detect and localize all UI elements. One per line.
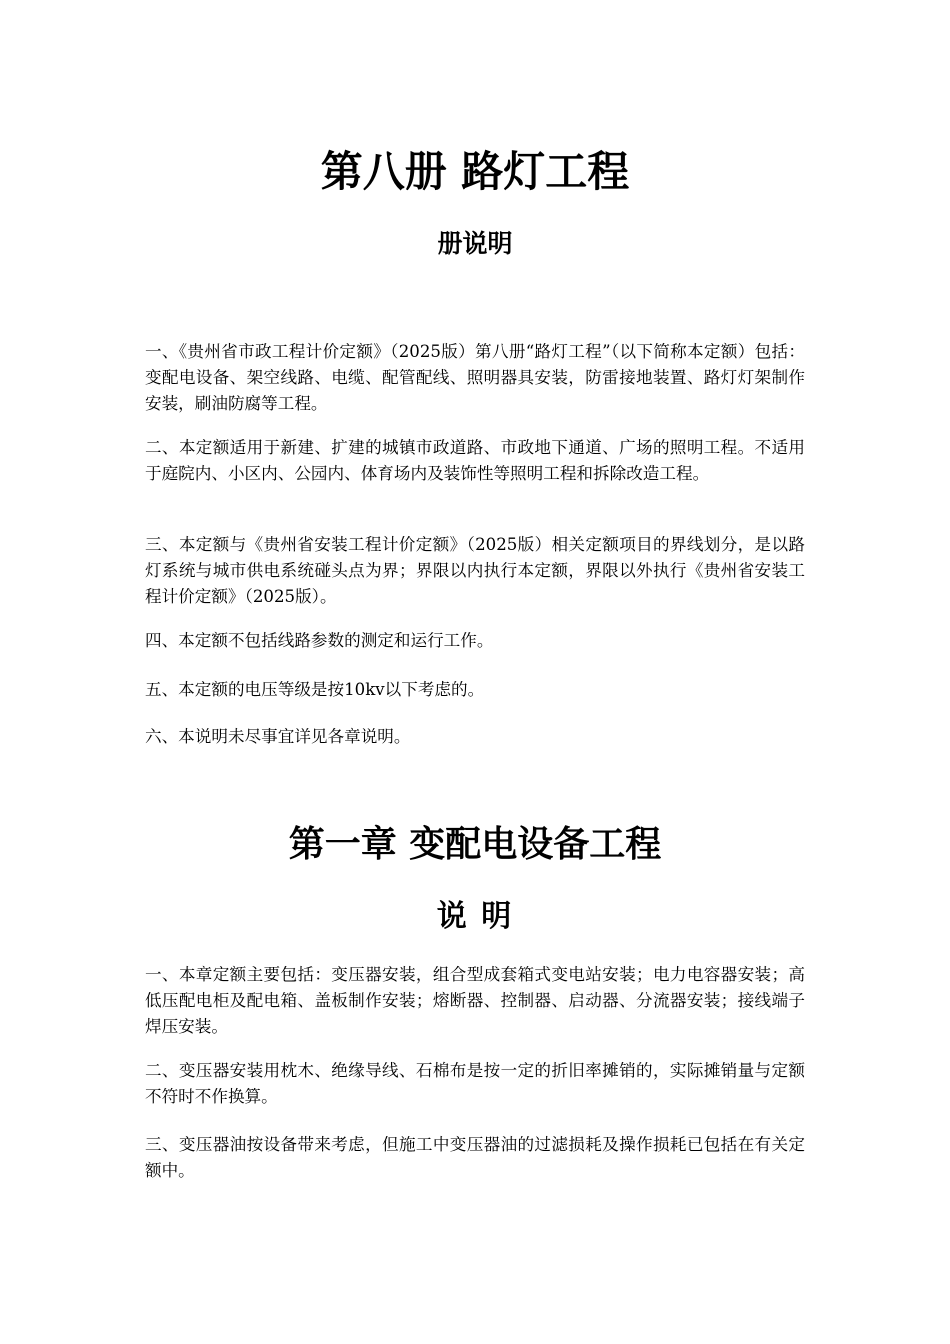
chapter-subtitle: 说 明 [436, 899, 514, 934]
chapter-paragraph-3: 三、变压器油按设备带来考虑，但施工中变压器油的过滤损耗及操作损耗已包括在有关定额中。 [145, 1135, 805, 1180]
volume-paragraph-5: 五、本定额的电压等级是按10kv以下考虑的。 [145, 680, 485, 699]
volume-paragraph-2: 二、本定额适用于新建、扩建的城镇市政道路、市政地下通道、广场的照明工程。不适用于庭院内、小区内、公园内、体育场内及装饰性等照明工程和拆除改造工程。 [145, 438, 805, 483]
chapter-title: 第一章 变配电设备工程 [288, 823, 662, 865]
volume-title: 第八册 路灯工程 [320, 147, 630, 196]
volume-paragraph-4: 四、本定额不包括线路参数的测定和运行工作。 [145, 631, 494, 650]
chapter-paragraph-1: 一、本章定额主要包括：变压器安装，组合型成套箱式变电站安装；电力电容器安装；高低压配电柜及配电箱、盖板制作安装；熔断器、控制器、启动器、分流器安装；接线端子焊压安装。 [145, 965, 805, 1036]
chapter-paragraph-2: 二、变压器安装用枕木、绝缘导线、石棉布是按一定的折旧率摊销的，实际摊销量与定额不符时不作换算。 [145, 1061, 805, 1106]
volume-paragraph-1: 一、《贵州省市政工程计价定额》（2025版）第八册“路灯工程”（以下简称本定额）包括：变配电设备、架空线路、电缆、配管配线、照明器具安装，防雷接地装置、路灯灯架制作安装，刷油防腐等工程。 [145, 342, 805, 413]
volume-subtitle: 册说明 [437, 229, 513, 258]
volume-paragraph-3: 三、本定额与《贵州省安装工程计价定额》（2025版）相关定额项目的界线划分，是以路灯系统与城市供电系统碰头点为界；界限以内执行本定额，界限以外执行《贵州省安装工程计价定额》（2025版）。 [145, 535, 805, 606]
volume-paragraph-6: 六、本说明未尽事宜详见各章说明。 [145, 727, 411, 746]
